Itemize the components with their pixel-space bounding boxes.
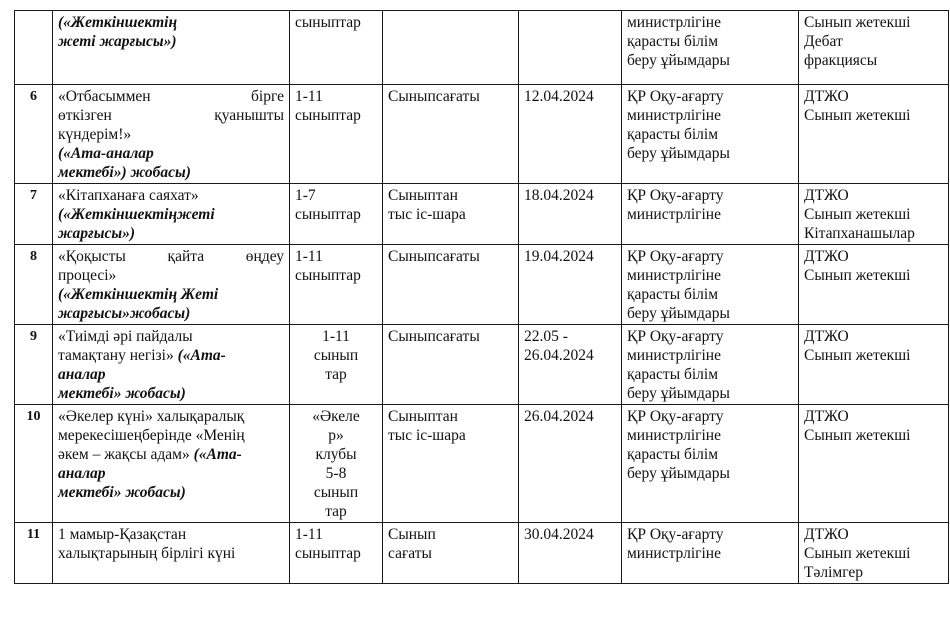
participants-cell	[290, 523, 383, 584]
event-project-line: («Жеткіншектіңжеті	[58, 206, 215, 223]
event-form-cell	[383, 85, 519, 184]
table-row	[15, 245, 949, 325]
organization-line: ҚР Оқу-ағарту	[627, 88, 724, 105]
organization-line: қарасты білім	[627, 446, 719, 463]
event-name-line	[58, 445, 284, 464]
date-cell	[519, 325, 622, 405]
organization-cell	[622, 523, 799, 584]
event-name-plain: әкем – жақсы адам»	[58, 446, 194, 463]
participants-line: 1-11	[322, 328, 350, 345]
responsible-line: Сынып жетекші	[804, 206, 911, 223]
event-name-cell	[53, 11, 290, 85]
event-name-line	[58, 87, 284, 106]
responsible-cell	[799, 405, 949, 523]
responsible-line: ДТЖО	[804, 328, 849, 345]
responsible-cell	[799, 85, 949, 184]
participants-cell	[290, 184, 383, 245]
event-form-line: Сыныпсағаты	[388, 248, 480, 265]
participants-line: 1-11	[295, 526, 323, 543]
participants-line: сыныптар	[295, 545, 361, 562]
table-row	[15, 523, 949, 584]
event-form-line: Сыныптан	[388, 408, 458, 425]
event-name-project: («Ата-	[193, 446, 242, 463]
organization-line: министрлігіне	[627, 427, 721, 444]
responsible-line: ДТЖО	[804, 248, 849, 265]
organization-line: ҚР Оқу-ағарту	[627, 187, 724, 204]
event-project-line: аналар	[58, 465, 106, 482]
responsible-line: ДТЖО	[804, 88, 849, 105]
date-line: 22.05 -	[524, 328, 568, 345]
responsible-cell	[799, 523, 949, 584]
event-form-line: Сыныпсағаты	[388, 88, 480, 105]
organization-cell	[622, 85, 799, 184]
responsible-line: Дебат	[804, 33, 843, 50]
event-project-line: мектебі» жобасы)	[58, 385, 186, 402]
organization-cell	[622, 11, 799, 85]
event-project-line: жарғысы»)	[58, 225, 136, 242]
responsible-line: Сынып жетекші	[804, 107, 911, 124]
participants-line: сынып	[313, 347, 359, 364]
table-row	[15, 11, 949, 85]
organization-line: министрлігіне	[627, 206, 721, 223]
event-name-cell	[53, 245, 290, 325]
organization-cell	[622, 325, 799, 405]
participants-line: тар	[325, 503, 347, 520]
date-line: 26.04.2024	[524, 408, 594, 425]
organization-line: ҚР Оқу-ағарту	[627, 328, 724, 345]
participants-line: тар	[325, 366, 347, 383]
date-line: 19.04.2024	[524, 248, 594, 265]
event-form-cell	[383, 245, 519, 325]
organization-line: беру ұйымдары	[627, 385, 730, 402]
event-name-cell	[53, 184, 290, 245]
responsible-line: Сынып жетекші	[804, 545, 911, 562]
organization-line: қарасты білім	[627, 366, 719, 383]
organization-cell	[622, 405, 799, 523]
organization-line: қарасты білім	[627, 126, 719, 143]
event-project-line: («Жеткіншектің Жеті	[58, 286, 219, 303]
row-number: 7	[15, 184, 53, 245]
participants-line: сыныптар	[295, 206, 361, 223]
event-name-line	[58, 247, 284, 266]
participants-cell	[290, 85, 383, 184]
event-name-line: «Әкелер күні» халықаралық	[58, 408, 245, 425]
organization-line: ҚР Оқу-ағарту	[627, 248, 724, 265]
table-row	[15, 405, 949, 523]
event-plan-table	[14, 10, 949, 584]
event-name-line: мерекесішеңберінде «Менің	[58, 427, 245, 444]
responsible-line: Сынып жетекші	[804, 347, 911, 364]
organization-line: министрлігіне	[627, 347, 721, 364]
organization-line: ҚР Оқу-ағарту	[627, 526, 724, 543]
responsible-line: ДТЖО	[804, 408, 849, 425]
responsible-line: фракциясы	[804, 52, 878, 69]
date-cell	[519, 85, 622, 184]
event-name-word: «Қоқысты	[58, 248, 126, 265]
event-name-line: күндерім!»	[58, 126, 132, 143]
participants-line: 1-11	[295, 88, 323, 105]
event-name-line: процесі»	[58, 267, 117, 284]
event-name-cell	[53, 85, 290, 184]
participants-line: сынып	[313, 484, 359, 501]
event-name-plain: тамақтану негізі»	[58, 347, 178, 364]
participants-line: 1-11	[295, 248, 323, 265]
row-number: 6	[15, 85, 53, 184]
event-project-line: жарғысы»жобасы)	[58, 305, 191, 322]
event-name-cell	[53, 325, 290, 405]
organization-line: министрлігіне	[627, 545, 721, 562]
responsible-line: Сынып жетекші	[804, 14, 911, 31]
event-name-line: халықтарының бірлігі күні	[58, 545, 236, 562]
event-name-word: бірге	[251, 88, 284, 105]
participants-line: сыныптар	[295, 107, 361, 124]
organization-line: министрлігіне	[627, 14, 721, 31]
organization-line: беру ұйымдары	[627, 145, 730, 162]
event-project-line: («Ата-аналар	[58, 145, 154, 162]
date-cell	[519, 184, 622, 245]
participants-cell	[290, 245, 383, 325]
row-number	[15, 11, 53, 85]
organization-line: министрлігіне	[627, 107, 721, 124]
event-form-cell	[383, 11, 519, 85]
responsible-cell	[799, 11, 949, 85]
event-form-line: Сыныптан	[388, 187, 458, 204]
organization-line: беру ұйымдары	[627, 465, 730, 482]
event-name-word: қайта	[167, 248, 205, 265]
event-form-cell	[383, 184, 519, 245]
event-name-line: «Кітапханаға саяхат»	[58, 187, 199, 204]
event-name-line: «Тиімді әрі пайдалы	[58, 328, 193, 345]
organization-line: министрлігіне	[627, 267, 721, 284]
table-row	[15, 184, 949, 245]
participants-line: клубы	[315, 446, 357, 463]
responsible-cell	[799, 184, 949, 245]
responsible-line: Кітапханашылар	[804, 225, 915, 242]
row-number: 11	[15, 523, 53, 584]
date-line: 26.04.2024	[524, 347, 594, 364]
event-form-line: Сынып	[388, 526, 436, 543]
responsible-line: ДТЖО	[804, 526, 849, 543]
event-name-cell	[53, 405, 290, 523]
event-name-project: («Ата-	[177, 347, 226, 364]
event-form-line: тыс іс-шара	[388, 206, 466, 223]
event-project-line: аналар	[58, 366, 106, 383]
responsible-line: Сынып жетекші	[804, 267, 911, 284]
row-number: 9	[15, 325, 53, 405]
participants-cell	[290, 11, 383, 85]
date-line: 30.04.2024	[524, 526, 594, 543]
row-number: 10	[15, 405, 53, 523]
organization-line: беру ұйымдары	[627, 305, 730, 322]
event-form-line: Сыныпсағаты	[388, 328, 480, 345]
event-name-word: өткізген	[58, 107, 112, 124]
participants-cell	[290, 405, 383, 523]
date-line: 12.04.2024	[524, 88, 594, 105]
participants-line: «Әкеле	[312, 408, 360, 425]
date-cell	[519, 11, 622, 85]
organization-line: қарасты білім	[627, 33, 719, 50]
event-form-line: сағаты	[388, 545, 432, 562]
participants-line: р»	[328, 427, 344, 444]
event-form-cell	[383, 523, 519, 584]
responsible-cell	[799, 245, 949, 325]
organization-cell	[622, 245, 799, 325]
participants-line: сыныптар	[295, 14, 361, 31]
row-number: 8	[15, 245, 53, 325]
organization-line: беру ұйымдары	[627, 52, 730, 69]
event-name-word: «Отбасыммен	[58, 88, 151, 105]
organization-cell	[622, 184, 799, 245]
participants-cell	[290, 325, 383, 405]
event-form-line: тыс іс-шара	[388, 427, 466, 444]
date-cell	[519, 523, 622, 584]
responsible-line: ДТЖО	[804, 187, 849, 204]
participants-line: 5-8	[325, 465, 347, 482]
date-line: 18.04.2024	[524, 187, 594, 204]
responsible-cell	[799, 325, 949, 405]
participants-line: 1-7	[295, 187, 316, 204]
date-cell	[519, 245, 622, 325]
event-form-cell	[383, 325, 519, 405]
event-name-word: өңдеу	[245, 248, 284, 265]
event-project-line: мектебі») жобасы)	[58, 164, 191, 181]
event-project-line: жеті жарғысы»)	[58, 33, 177, 50]
table-row	[15, 325, 949, 405]
event-name-line	[58, 346, 284, 365]
event-name-word: қуанышты	[214, 107, 284, 124]
event-project-line: («Жеткіншектің	[58, 14, 178, 31]
event-form-cell	[383, 405, 519, 523]
organization-line: ҚР Оқу-ағарту	[627, 408, 724, 425]
organization-line: қарасты білім	[627, 286, 719, 303]
responsible-line: Тәлімгер	[804, 564, 863, 581]
table-row	[15, 85, 949, 184]
event-name-cell	[53, 523, 290, 584]
date-cell	[519, 405, 622, 523]
event-project-line: мектебі» жобасы)	[58, 484, 186, 501]
table-body	[15, 11, 949, 584]
responsible-line: Сынып жетекші	[804, 427, 911, 444]
participants-line: сыныптар	[295, 267, 361, 284]
event-name-line	[58, 106, 284, 125]
event-name-line: 1 мамыр-Қазақстан	[58, 526, 187, 543]
